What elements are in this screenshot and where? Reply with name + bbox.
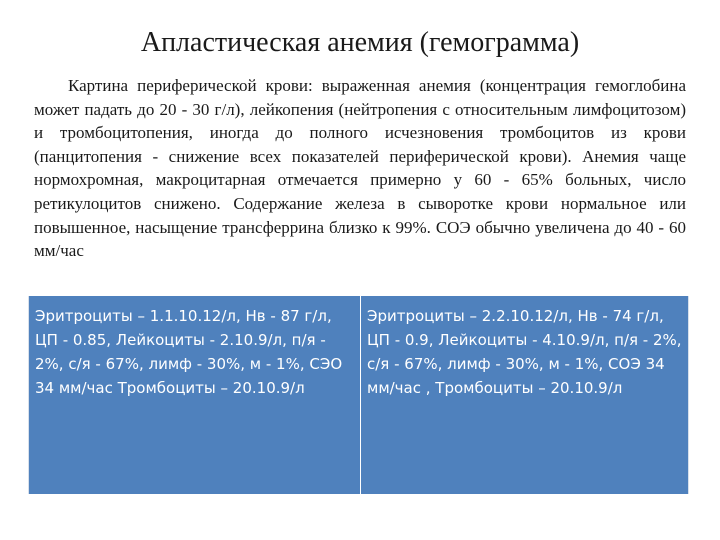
table-cell-case-1: Эритроциты – 1.1.10.12/л, Нв - 87 г/л, ЦП - 0.85, Лейкоциты - 2.10.9/л, п/я - 2%, с/я - 67%, лимф - 30%, м - 1%, СЭО 34 мм/час Тромбоциты – 20.10.9/л	[35, 307, 343, 397]
description-paragraph	[34, 74, 686, 263]
table-cell-case-2: Эритроциты – 2.2.10.12/л, Нв - 74 г/л, ЦП - 0.9, Лейкоциты - 4.10.9/л, п/я - 2%, с/я - 67%, лимф - 30%, м - 1%, СОЭ 34 мм/час , Тромбоциты – 20.10.9/л	[360, 296, 688, 494]
description-text: Картина периферической крови: выраженная анемия (концентрация гемоглобина может падать до 20 - 30 г/л), лейкопения (нейтропения с относительным лимфоцитозом) и тромбоцитопения, иногда до полного исчезновения тромбоцитов из крови (панцитопения - снижение всех показателей периферической крови). Анемия чаще нормохромная, макроцитарная отмечается примерно у 60 - 65% больных, число ретикулоцитов снижено. Содержание железа в сыворотке крови нормальное или повышенное, насыщение трансферрина близко к 99%. СОЭ обычно увеличена до 40 - 60 мм/час	[34, 76, 686, 261]
slide-title: Апластическая анемия (гемограмма)	[140, 27, 580, 58]
hemogram-table	[28, 296, 689, 494]
